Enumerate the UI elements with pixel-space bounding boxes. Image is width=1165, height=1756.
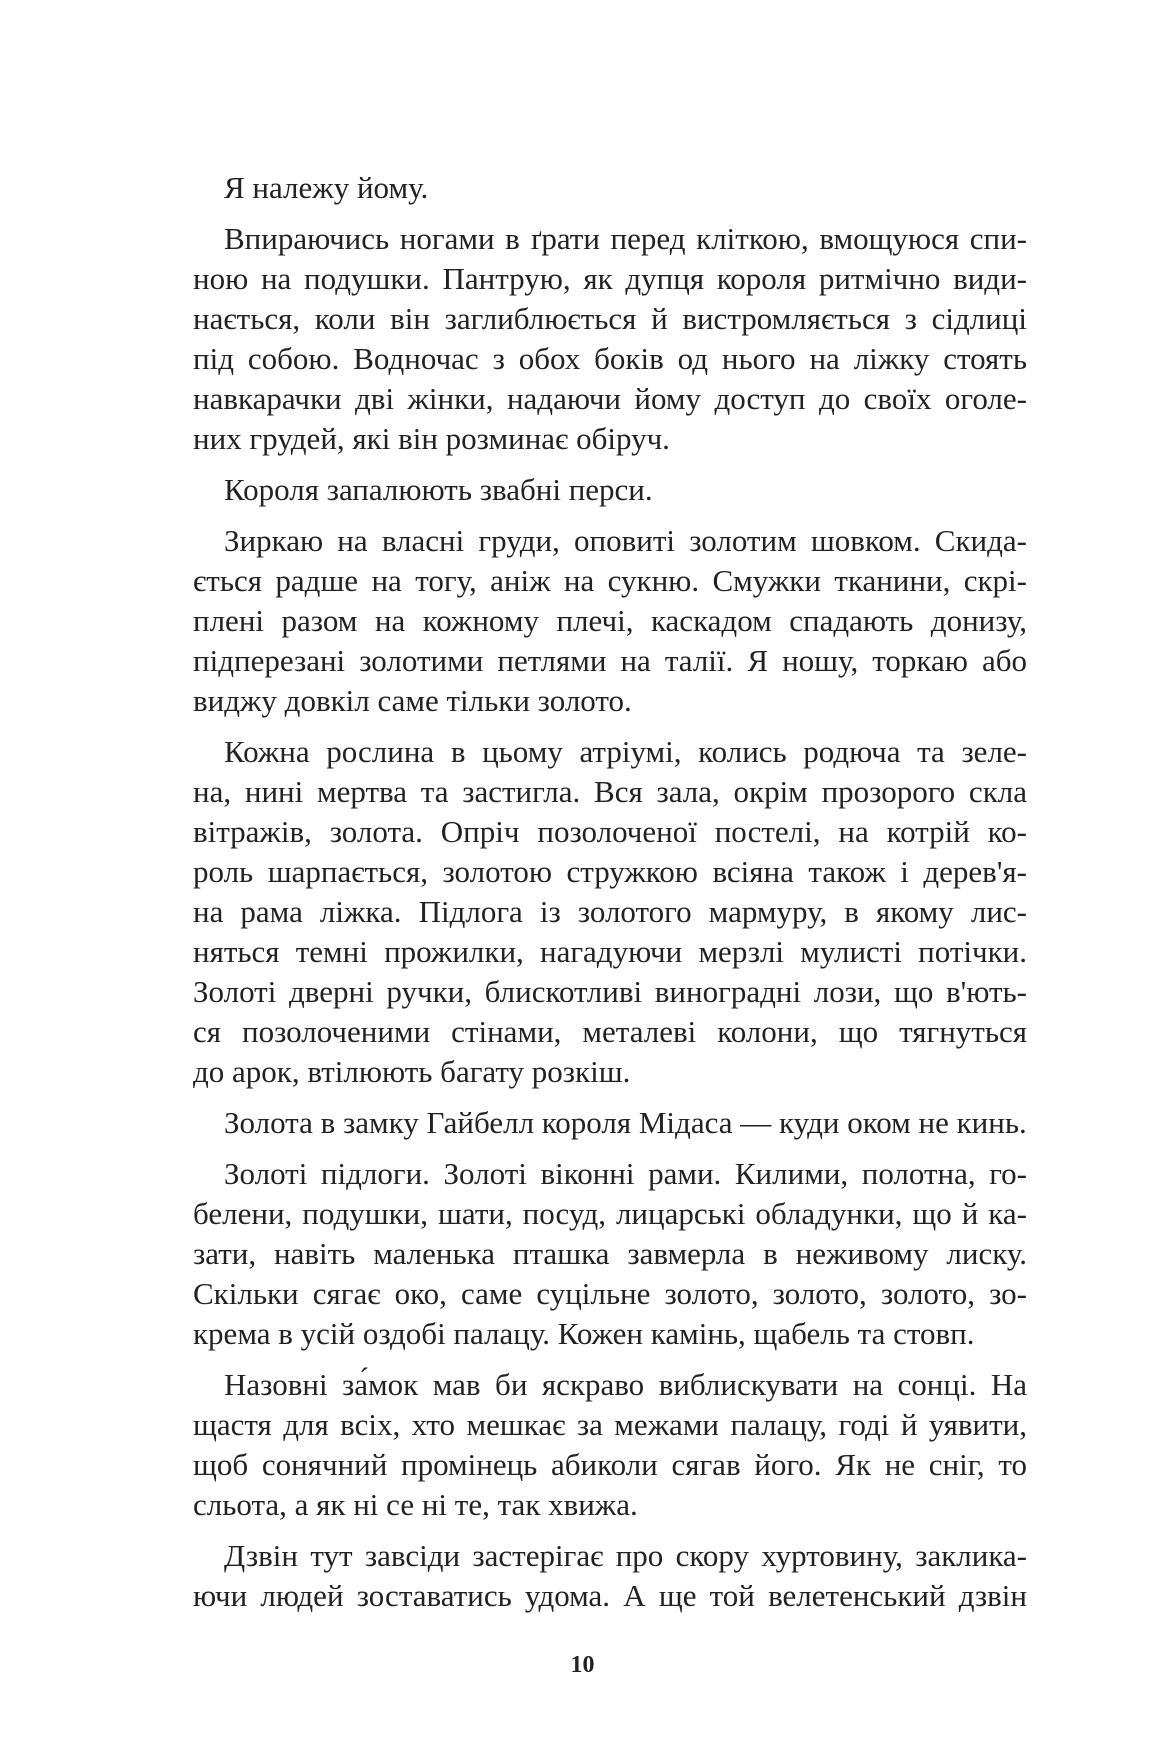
text-line: Кожна рослина в цьому атріумі, колись родюча та зеле-	[224, 734, 1027, 769]
paragraph	[193, 219, 1027, 459]
text-line: вітражів, золота. Опріч позолоченої постелі, на котрій ко-	[193, 814, 1027, 849]
text-line: ючи людей зоставатись удома. А ще той велетенський дзвін	[193, 1578, 1027, 1613]
text-line: ся позолоченими стінами, металеві колони, що тягнуться	[193, 1014, 1027, 1049]
text-line: підперезані золотими петлями на талії. Я ношу, торкаю або	[193, 643, 1027, 678]
text-line: Золоті підлоги. Золоті віконні рами. Килими, полотна, го-	[224, 1156, 1027, 1191]
text-line: плені разом на кожному плечі, каскадом спадають донизу,	[193, 603, 1027, 638]
text-line: навкарачки дві жінки, надаючи йому доступ до своїх оголе-	[193, 381, 1027, 416]
page-text	[193, 168, 1027, 1616]
text-line: щоб сонячний промінець абиколи сягав його. Як не сніг, то	[193, 1447, 1027, 1482]
text-line: до арок, втілюють багату розкіш.	[193, 1054, 631, 1089]
text-line: Впираючись ногами в ґрати перед кліткою, вмощуюся спи-	[224, 221, 1027, 256]
text-line: ною на подушки. Пантрую, як дупця короля ритмічно види-	[193, 261, 1027, 296]
paragraph-gap	[193, 1525, 1027, 1536]
text-line: зати, навіть маленька пташка завмерла в неживому лиску.	[193, 1236, 1027, 1271]
paragraph	[193, 1536, 1027, 1616]
paragraph	[193, 470, 1027, 510]
text-line: на, нині мертва та застигла. Вся зала, окрім прозорого скла	[193, 774, 1027, 809]
text-line: няться темні прожилки, нагадуючи мерзлі мулисті потічки.	[193, 934, 1027, 969]
text-line: Золота в замку Гайбелл короля Мідаса — куди оком не кинь.	[224, 1105, 1027, 1140]
paragraph	[193, 1365, 1027, 1525]
text-line: сльота, а як ні се ні те, так хвижа.	[193, 1487, 638, 1522]
text-line: виджу довкіл саме тільки золото.	[193, 683, 632, 718]
paragraph	[193, 521, 1027, 721]
paragraph	[193, 1103, 1027, 1143]
text-line: Я належу йому.	[224, 170, 429, 205]
text-line: під собою. Водночас з обох боків од нього на ліжку стоять	[193, 341, 1027, 376]
text-line: ється радше на тогу, аніж на сукню. Смужки тканини, скрі-	[193, 563, 1027, 598]
paragraph-gap	[193, 208, 1027, 219]
text-line: крема в усій оздобі палацу. Кожен камінь, щабель та стовп.	[193, 1316, 975, 1351]
paragraph	[193, 732, 1027, 1092]
text-line: на рама ліжка. Підлога із золотого мармуру, в якому лис-	[193, 894, 1027, 929]
paragraph-gap	[193, 459, 1027, 470]
text-line: нається, коли він заглиблюється й вистромляється з сідлиці	[193, 301, 1027, 336]
text-line: Зиркаю на власні груди, оповиті золотим шовком. Скида-	[224, 523, 1027, 558]
text-line: Назовні за́мок мав би яскраво виблискувати на сонці. На	[224, 1367, 1027, 1402]
paragraph-gap	[193, 1143, 1027, 1154]
page-number: 10	[570, 1652, 595, 1678]
text-line: белени, подушки, шати, посуд, лицарські обладунки, що й ка-	[193, 1196, 1027, 1231]
text-line: щастя для всіх, хто мешкає за межами палацу, годі й уявити,	[193, 1407, 1027, 1442]
text-line: роль шарпається, золотою стружкою всіяна також і дерев'я-	[193, 854, 1027, 889]
text-line: Скільки сягає око, саме суцільне золото, золото, золото, зо-	[193, 1276, 1027, 1311]
paragraph-gap	[193, 1092, 1027, 1103]
paragraph	[193, 168, 1027, 208]
paragraph-gap	[193, 721, 1027, 732]
text-line: Короля запалюють звабні перси.	[224, 472, 653, 507]
text-line: них грудей, які він розминає обіруч.	[193, 421, 670, 456]
text-line: Золоті дверні ручки, блискотливі виноградні лози, що в'ють-	[193, 974, 1027, 1009]
paragraph-gap	[193, 510, 1027, 521]
text-line: Дзвін тут завсіди застерігає про скору хуртовину, заклика-	[224, 1538, 1027, 1573]
paragraph-gap	[193, 1354, 1027, 1365]
paragraph	[193, 1154, 1027, 1354]
